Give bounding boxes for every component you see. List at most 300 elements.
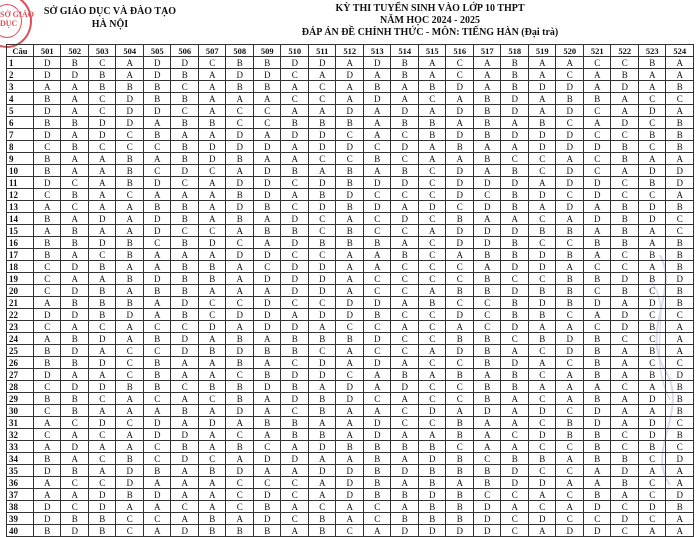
answer-cell: B [61,333,89,345]
table-row [7,369,694,381]
answer-cell: B [61,393,89,405]
answer-cell: C [226,477,254,489]
answer-cell: A [308,381,336,393]
answer-cell: B [583,441,611,453]
answer-cell: D [308,129,336,141]
answer-cell: A [391,453,419,465]
table-row [7,57,694,69]
answer-cell: C [198,225,226,237]
answer-cell: A [88,345,116,357]
answer-cell: B [501,81,529,93]
answer-cell: A [198,441,226,453]
answer-cell: B [391,369,419,381]
answer-cell: C [363,189,391,201]
answer-cell: A [418,369,446,381]
answer-cell: C [33,261,61,273]
answer-cell: C [391,417,419,429]
answer-cell: A [363,129,391,141]
answer-cell: C [611,501,639,513]
answer-cell: B [116,273,144,285]
answer-cell: C [501,273,529,285]
answer-cell: B [308,513,336,525]
answer-cell: C [391,345,419,357]
answer-cell: D [116,477,144,489]
answer-cell: D [611,465,639,477]
answer-cell: C [446,357,474,369]
answer-cell: D [281,261,309,273]
answer-cell: A [391,477,419,489]
question-number: 39 [7,513,34,525]
answer-cell: D [253,489,281,501]
answer-cell: D [363,417,391,429]
answer-cell: A [143,249,171,261]
header-cell-exam-code: 524 [666,45,694,57]
question-number: 14 [7,213,34,225]
table-row [7,489,694,501]
answer-cell: B [418,477,446,489]
answer-cell: D [501,321,529,333]
answer-cell: A [336,213,364,225]
answer-cell: A [116,213,144,225]
answer-cell: C [528,165,556,177]
answer-cell: D [336,189,364,201]
answer-cell: A [336,513,364,525]
answer-cell: B [171,117,199,129]
answer-cell: C [88,453,116,465]
answer-cell: B [528,333,556,345]
answer-cell: A [116,405,144,417]
answer-cell: C [116,417,144,429]
answer-cell: B [281,429,309,441]
answer-cell: D [528,141,556,153]
answer-cell: C [363,225,391,237]
answer-cell: A [253,465,281,477]
answer-cell: B [308,333,336,345]
answer-cell: C [308,345,336,357]
answer-cell: D [308,57,336,69]
answer-cell: A [226,453,254,465]
answer-cell: B [638,441,666,453]
answer-cell: D [336,105,364,117]
answer-cell: B [281,117,309,129]
answer-cell: D [363,57,391,69]
answer-cell: B [116,177,144,189]
answer-cell: C [418,417,446,429]
answer-cell: C [143,441,171,453]
answer-cell: A [88,165,116,177]
header-cell-exam-code: 519 [528,45,556,57]
header-cell-exam-code: 511 [308,45,336,57]
header-cell-exam-code: 517 [473,45,501,57]
question-number: 40 [7,525,34,537]
answer-cell: D [446,81,474,93]
answer-cell: A [281,141,309,153]
answer-cell: D [611,273,639,285]
answer-cell: C [308,297,336,309]
answer-cell: D [446,345,474,357]
answer-cell: A [198,369,226,381]
answer-cell: A [116,225,144,237]
answer-cell: C [363,501,391,513]
answer-cell: B [33,453,61,465]
answer-cell: B [583,429,611,441]
answer-cell: C [33,189,61,201]
answer-cell: C [611,381,639,393]
answer-cell: C [501,429,529,441]
answer-cell: A [501,417,529,429]
answer-cell: A [418,345,446,357]
header-cell-exam-code: 523 [638,45,666,57]
answer-cell: D [88,213,116,225]
answer-cell: B [253,225,281,237]
answer-cell: D [143,177,171,189]
answer-key-table [6,44,694,537]
answer-cell: B [501,57,529,69]
answer-cell: A [418,57,446,69]
answer-cell: D [666,273,694,285]
answer-cell: C [391,189,419,201]
answer-cell: D [33,69,61,81]
answer-cell: A [666,321,694,333]
answer-cell: A [446,405,474,417]
answer-cell: B [61,57,89,69]
answer-cell: B [253,57,281,69]
answer-cell: A [171,417,199,429]
answer-cell: C [611,429,639,441]
answer-cell: C [143,453,171,465]
answer-cell: C [528,369,556,381]
answer-cell: B [556,297,584,309]
header-cell-exam-code: 512 [336,45,364,57]
answer-cell: B [116,165,144,177]
answer-cell: B [473,333,501,345]
answer-cell: C [556,117,584,129]
answer-cell: B [226,57,254,69]
answer-cell: B [638,57,666,69]
answer-cell: D [88,417,116,429]
answer-cell: B [666,501,694,513]
answer-cell: B [638,129,666,141]
answer-cell: D [501,285,529,297]
answer-cell: A [88,153,116,165]
answer-cell: C [226,489,254,501]
answer-cell: B [446,285,474,297]
answer-cell: C [528,153,556,165]
answer-cell: D [143,69,171,81]
answer-cell: B [33,153,61,165]
answer-cell: B [281,381,309,393]
answer-cell: C [638,489,666,501]
answer-cell: D [666,453,694,465]
answer-cell: B [171,441,199,453]
answer-cell: C [281,477,309,489]
answer-cell: A [171,249,199,261]
answer-cell: A [528,105,556,117]
answer-cell: A [473,81,501,93]
answer-cell: D [33,129,61,141]
answer-cell: C [281,297,309,309]
answer-cell: A [473,429,501,441]
answer-cell: A [308,417,336,429]
answer-cell: D [61,441,89,453]
answer-cell: D [253,453,281,465]
answer-cell: B [88,81,116,93]
answer-cell: B [666,285,694,297]
answer-cell: D [583,501,611,513]
answer-cell: D [61,309,89,321]
answer-cell: B [446,141,474,153]
answer-cell: A [666,57,694,69]
answer-cell: A [198,213,226,225]
answer-cell: B [446,489,474,501]
answer-cell: A [198,429,226,441]
answer-cell: C [418,321,446,333]
answer-cell: A [611,105,639,117]
answer-cell: B [473,153,501,165]
answer-cell: D [583,177,611,189]
answer-key-subtitle: ĐÁP ÁN ĐỀ CHÍNH THỨC - MÔN: TIẾNG HÀN (Đại trà) [301,27,559,38]
answer-cell: D [391,177,419,189]
answer-cell: B [61,117,89,129]
answer-cell: C [88,429,116,441]
answer-cell: A [501,345,529,357]
header-cell-exam-code: 501 [33,45,61,57]
answer-cell: C [556,441,584,453]
answer-cell: D [638,201,666,213]
answer-cell: B [116,81,144,93]
answer-cell: A [583,69,611,81]
answer-cell: D [611,513,639,525]
answer-cell: A [501,441,529,453]
answer-cell: B [281,345,309,357]
answer-cell: A [116,501,144,513]
answer-cell: A [666,345,694,357]
answer-cell: D [88,237,116,249]
answer-cell: A [418,105,446,117]
answer-cell: B [501,201,529,213]
answer-cell: B [198,513,226,525]
answer-cell: A [143,261,171,273]
answer-cell: C [583,129,611,141]
answer-cell: D [33,177,61,189]
answer-cell: C [528,273,556,285]
table-row [7,465,694,477]
answer-cell: C [33,429,61,441]
table-row [7,309,694,321]
answer-cell: C [528,417,556,429]
answer-cell: A [281,465,309,477]
answer-cell: B [226,357,254,369]
header-cell-exam-code: 503 [88,45,116,57]
answer-cell: B [116,381,144,393]
answer-cell: B [253,525,281,537]
answer-cell: A [198,333,226,345]
answer-cell: C [281,249,309,261]
question-number: 8 [7,141,34,153]
answer-cell: C [116,369,144,381]
answer-cell: A [611,405,639,417]
table-row [7,117,694,129]
answer-cell: D [171,453,199,465]
table-row [7,441,694,453]
answer-cell: D [226,405,254,417]
question-number: 27 [7,369,34,381]
answer-cell: D [143,273,171,285]
answer-cell: A [638,69,666,81]
answer-cell: D [611,81,639,93]
answer-cell: B [336,237,364,249]
answer-cell: A [253,93,281,105]
answer-cell: B [583,333,611,345]
answer-cell: B [61,189,89,201]
answer-cell: A [226,93,254,105]
answer-cell: D [556,201,584,213]
answer-cell: C [308,153,336,165]
answer-cell: B [418,501,446,513]
answer-cell: A [253,237,281,249]
answer-cell: B [226,189,254,201]
table-row [7,201,694,213]
question-number: 9 [7,153,34,165]
answer-cell: D [473,501,501,513]
answer-cell: B [198,273,226,285]
answer-cell: A [501,117,529,129]
answer-cell: B [308,429,336,441]
answer-cell: A [528,525,556,537]
answer-cell: A [88,273,116,285]
answer-cell: D [556,345,584,357]
answer-cell: C [638,117,666,129]
answer-cell: C [501,333,529,345]
question-number: 28 [7,381,34,393]
answer-cell: B [33,93,61,105]
table-row [7,393,694,405]
answer-cell: D [171,297,199,309]
answer-cell: A [336,249,364,261]
answer-cell: B [473,345,501,357]
answer-cell: A [171,465,199,477]
answer-cell: B [391,69,419,81]
answer-cell: C [418,177,446,189]
answer-cell: B [418,513,446,525]
answer-cell: D [61,345,89,357]
answer-cell: B [611,237,639,249]
answer-cell: A [281,105,309,117]
answer-cell: C [473,309,501,321]
answer-cell: B [363,237,391,249]
answer-cell: B [171,69,199,81]
answer-cell: A [611,357,639,369]
answer-cell: D [88,117,116,129]
answer-cell: A [143,117,171,129]
answer-cell: C [666,93,694,105]
answer-cell: D [336,309,364,321]
answer-cell: A [418,69,446,81]
org-name-line2: HÀ NỘI [91,19,129,30]
answer-cell: B [446,333,474,345]
answer-cell: B [666,297,694,309]
answer-cell: A [308,453,336,465]
answer-cell: D [336,69,364,81]
answer-cell: D [638,501,666,513]
answer-cell: B [473,465,501,477]
answer-cell: A [611,417,639,429]
answer-cell: A [528,201,556,213]
table-body [7,57,694,537]
answer-cell: D [583,297,611,309]
question-number: 1 [7,57,34,69]
answer-cell: C [253,441,281,453]
answer-cell: D [253,69,281,81]
table-row [7,105,694,117]
answer-cell: A [583,249,611,261]
answer-cell: D [33,57,61,69]
answer-cell: D [418,489,446,501]
answer-cell: A [611,165,639,177]
answer-cell: B [33,393,61,405]
answer-cell: C [501,153,529,165]
answer-cell: C [501,525,529,537]
header-cell-exam-code: 508 [226,45,254,57]
answer-cell: B [473,357,501,369]
answer-cell: B [528,117,556,129]
answer-cell: A [336,429,364,441]
answer-cell: A [171,513,199,525]
answer-cell: D [33,369,61,381]
answer-cell: C [253,477,281,489]
answer-cell: D [611,309,639,321]
answer-cell: B [33,357,61,369]
answer-cell: C [473,453,501,465]
answer-cell: C [583,57,611,69]
answer-cell: B [583,369,611,381]
answer-cell: A [116,57,144,69]
answer-cell: B [501,369,529,381]
answer-cell: C [638,513,666,525]
answer-cell: A [116,333,144,345]
answer-cell: C [116,345,144,357]
header-cell-exam-code: 514 [391,45,419,57]
answer-cell: C [198,393,226,405]
answer-cell: C [528,465,556,477]
answer-cell: A [198,129,226,141]
answer-cell: A [363,249,391,261]
answer-cell: C [556,237,584,249]
answer-cell: D [556,177,584,189]
answer-cell: A [88,405,116,417]
answer-cell: C [33,273,61,285]
answer-cell: B [171,201,199,213]
answer-cell: A [33,333,61,345]
answer-cell: A [391,321,419,333]
answer-cell: C [418,381,446,393]
answer-cell: B [171,261,199,273]
answer-cell: B [281,165,309,177]
answer-cell: C [556,465,584,477]
answer-cell: A [473,165,501,177]
answer-cell: A [611,93,639,105]
answer-cell: A [33,441,61,453]
answer-cell: D [583,213,611,225]
question-number: 12 [7,189,34,201]
answer-cell: C [198,453,226,465]
answer-cell: C [116,357,144,369]
answer-cell: C [391,273,419,285]
answer-cell: C [226,297,254,309]
answer-cell: C [446,381,474,393]
answer-cell: A [638,237,666,249]
answer-cell: A [363,381,391,393]
